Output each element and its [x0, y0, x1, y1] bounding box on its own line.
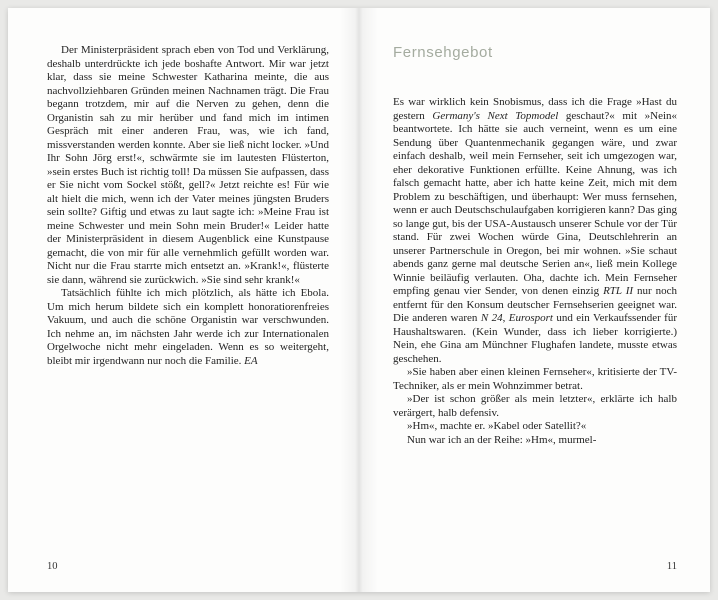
right-page [359, 8, 710, 592]
text-run: Nun war ich an der Reihe: »Hm«, murmel- [407, 433, 597, 446]
paragraph [393, 434, 677, 448]
text-run: Germany's Next Topmodel [432, 109, 559, 122]
text-run: Der Ministerpräsident sprach eben von Tod und Verklärung, deshalb unterdrückte ich jede boshafte Antwort. Mir war jetzt klar, dass sie meine Schwester Katharina meinte, die aus nachvollziehbaren Gründen meinen Nachnamen trägt. Die Frau begann trotzdem, mir auf die Nerven zu gehen, denn die Organistin sah zu mir herüber und fand mich im intimen Gespräch mit einer anderen Frau, was, wie ich fand, missverstanden werden konnte. Aber sie ließ nicht locker. »Und Ihr Sohn Jörg erst!«, schwärmte sie im lautesten Flüsterton, »sein erstes Buch ist richtig toll! Da müssen Sie aufpassen, dass er Sie nicht vom Sockel stößt, gell?« Jetzt reichte es! Für wie alt hielt die mich, wenn ich der Vater meines jüngsten Bruders sein sollte? Giftig und etwas zu laut sagte ich: »Meine Frau ist meine Schwester und mein Sohn mein Bruder!« Leider hatte der Ministerpräsident in diesem Augenblick eine Kunstpause gemacht, die von mir für alle vernehmlich gefüllt worden war. Nicht nur die Frau starrte mich entsetzt an. »Krank!«, flüsterte sie dann, während sie zurückwich. »Sie sind sehr krank!« [47, 44, 329, 286]
text-run: N 24 [480, 312, 503, 324]
text-run: »Hm«, machte er. »Kabel oder Satellit?« [407, 420, 587, 432]
left-page-text [47, 44, 329, 368]
left-page-number: 10 [47, 561, 58, 572]
right-page-number: 11 [666, 561, 677, 572]
paragraph [393, 96, 677, 366]
text-run: Es war wirklich kein Snobismus, dass ich die Frage »Hast du gestern [393, 96, 677, 122]
text-run: Tatsächlich fühlte ich mich plötzlich, als hätte ich Ebola. Um mich herum bildete sich ein komplett honoratiorenfreies Vakuum, und auch die schöne Organistin war verschwunden. Ich nehme an, im nächsten Jahr werde ich zur Internationalen Orgelwoche nicht mehr eingeladen. Wenn es so weitergeht, bleibt mir irgendwann nur noch die Familie. [47, 287, 329, 367]
right-page-text [393, 96, 677, 447]
text-run: geschaut?« mit »Nein« beantwortete. Ich hätte sie auch verneint, wenn es um eine Sendung über Quantenmechanik gegangen wäre, und zwar einfach deshalb, weil mein Fernseher, seit ich umgezogen war, eher dekorative Funktionen erfüllte. Keine Ahnung, was ich falsch gemacht hatte, aber ich hatte keine Zeit, mich mit dem Problem zu beschäftigen, und überhaupt: Wer muss fernsehen, wenn er auch Deutschschulaufgaben korrigieren kann? Das ging so lange gut, bis der USA-Austausch unserer Schule vor der Tür stand. Für zwei Wochen würde Gina, Deutschlehrerin an unserer Partnerschule in Oregon, bei mir wohnen. »Sie schaut abends ganz gerne mal deutsche Serien an«, ließ mein Kollege Winnie beiläufig verlauten. Oha, dachte ich. Mein Fernseher empfing genau vier Sender, von denen einzig [393, 109, 678, 297]
text-run: EA [244, 354, 258, 367]
text-run: nur noch entfernt für den Konsum deutscher Fernsehserien geeignet war. Die anderen waren [393, 285, 677, 324]
chapter-heading: Fernsehgebot [393, 44, 493, 61]
text-run: , [502, 312, 509, 324]
paragraph [393, 366, 677, 393]
text-run: und ein Verkaufssender für Haushaltswaren. (Kein Wunder, dass ich lieber korrigierte.) Nein, ehe Gina am Münchner Flughafen landete, musste etwas geschehen. [393, 312, 677, 365]
text-run: RTL II [603, 285, 634, 297]
paragraph [393, 420, 677, 434]
left-page [8, 8, 359, 592]
book-spread [8, 8, 710, 592]
text-run: »Der ist schon größer als mein letzter«, erklärte ich halb verärgert, halb defensiv. [393, 393, 677, 419]
paragraph [47, 44, 329, 287]
text-run: Eurosport [508, 312, 553, 324]
text-run: »Sie haben aber einen kleinen Fernseher«, kritisierte der TV-Techniker, als er mein Wohnzimmer betrat. [393, 366, 677, 392]
paragraph [47, 287, 329, 368]
paragraph [393, 393, 677, 420]
